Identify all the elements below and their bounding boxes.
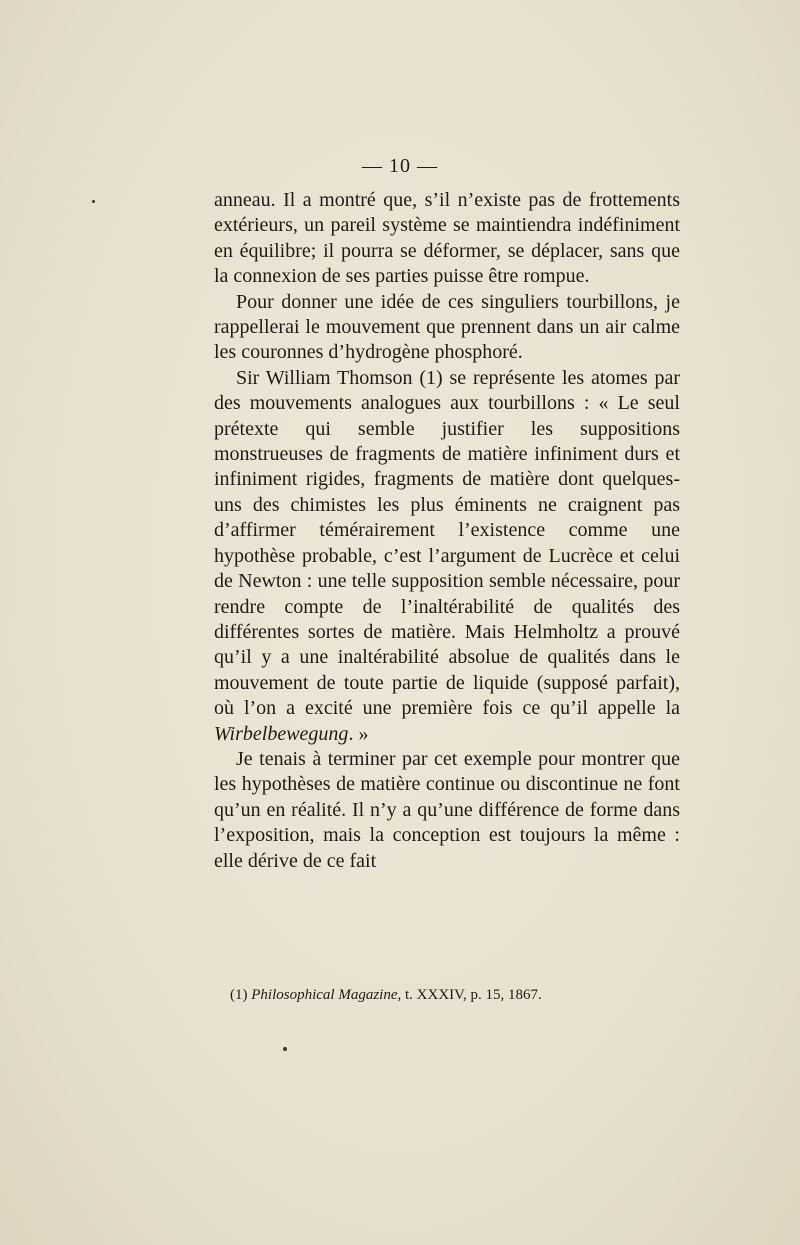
paragraph-2: Pour donner une idée de ces singuliers tourbillons, je rappellerai le mouvement que prennent dans un air calme les couronnes d’hydrogène phosphoré. [214, 290, 680, 364]
margin-speck [92, 200, 95, 203]
body-text [214, 188, 680, 874]
paragraph-3-text: Sir William Thomson (1) se représente les atomes par des mouvements analogues aux tourbillons : « Le seul prétexte qui semble justifier les suppositions monstrueuses de fragments de matière infiniment durs et infiniment rigides, fragments de matière dont quelques-uns des chimistes les plus éminents ne craignent pas d’affirmer témérairement l’existence comme une hypothèse probable, c’est l’argument de Lucrèce et celui de Newton : une telle supposition semble nécessaire, pour rendre compte de l’inaltérabilité de qualités des différentes sortes de matière. Mais Helmholtz a prouvé qu’il y a une inaltérabilité absolue de qualités dans le mouvement de toute partie de liquide (supposé parfait), où l’on a excité une première fois ce qu’il appelle la [214, 366, 680, 720]
page-speck [283, 1047, 287, 1051]
paragraph-4: Je tenais à terminer par cet exemple pour montrer que les hypothèses de matière continue ou discontinue ne font qu’un en réalité. Il n’y a qu’une différence de forme dans l’exposition, mais la conception est toujours la même : elle dérive de ce fait [214, 747, 680, 872]
footnote-journal: Philosophical Magazine [251, 987, 398, 1003]
paragraph-1: anneau. Il a montré que, s’il n’existe pas de frottements extérieurs, un pareil système se maintiendra indéfiniment en équilibre; il pourra se déformer, se déplacer, sans que la connexion de ses parties puisse être rompue. [214, 189, 680, 288]
footnote [230, 985, 680, 1005]
footnote-marker: (1) [230, 987, 248, 1003]
paragraph-3 [214, 366, 680, 747]
wirbel-term: Wirbelbewegung [214, 722, 349, 745]
footnote-details: , t. XXXIV, p. 15, 1867. [397, 987, 542, 1003]
quote-close: . » [348, 722, 369, 745]
page-number: — 10 — [362, 155, 438, 177]
